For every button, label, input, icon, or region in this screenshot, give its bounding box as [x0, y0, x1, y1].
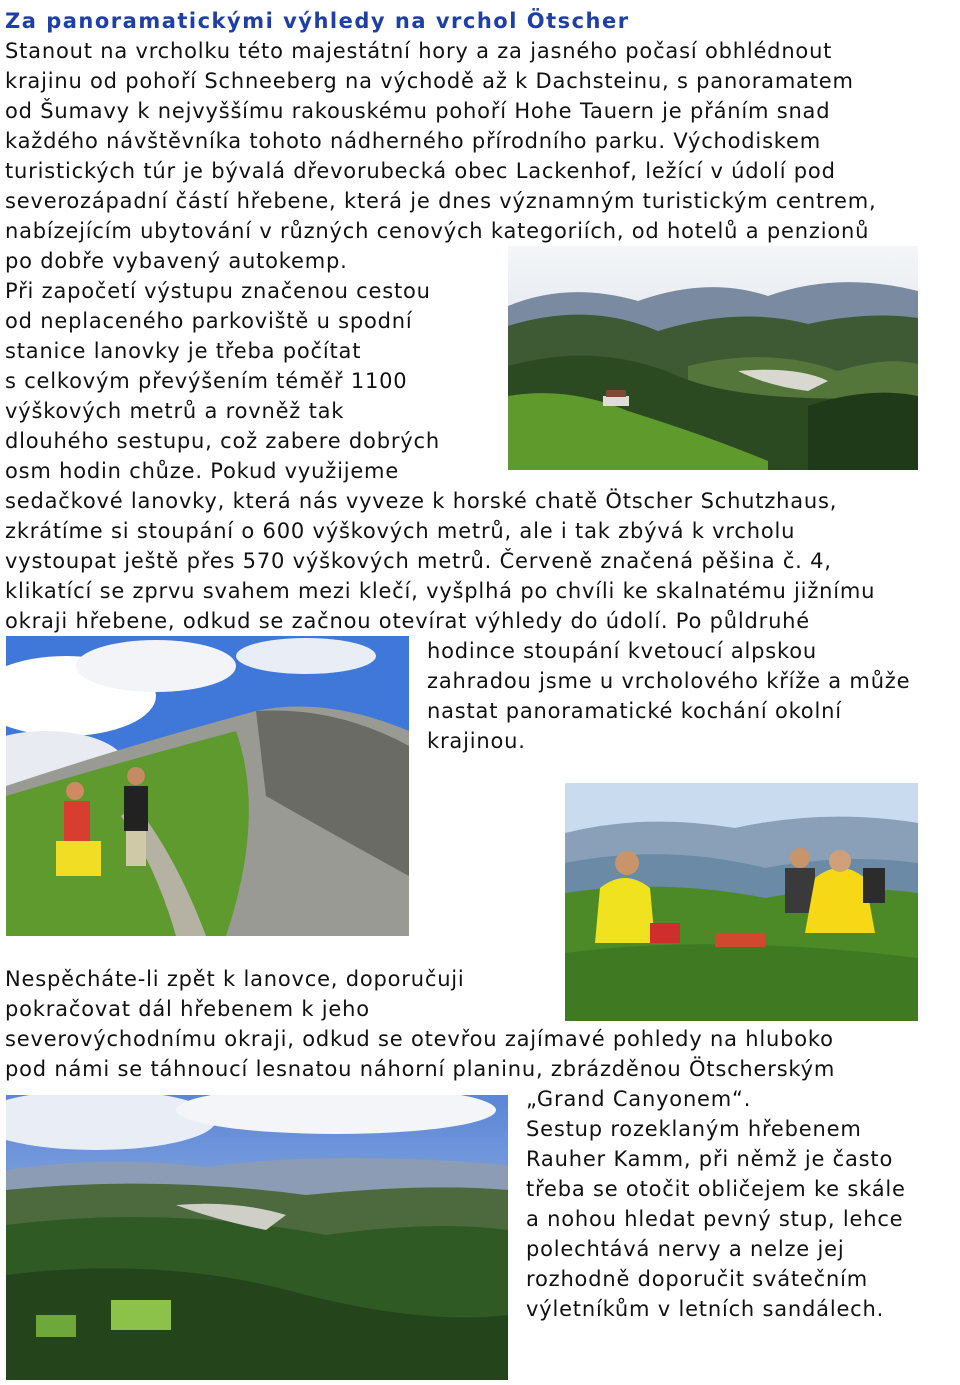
- text-line: třeba se otočit obličejem ke skále: [526, 1177, 906, 1201]
- text-line: Při započetí výstupu značenou cestou: [5, 279, 431, 303]
- text-line: nastat panoramatické kochání okolní: [427, 699, 842, 723]
- text-line: Nespěcháte-li zpět k lanovce, doporučuji: [5, 967, 465, 991]
- text-line: stanice lanovky je třeba počítat: [5, 339, 362, 363]
- text-line: dlouhého sestupu, což zabere dobrých: [5, 429, 440, 453]
- resting-hikers-photo: [565, 783, 918, 1021]
- text-line: okraji hřebene, odkud se začnou otevírat výhledy do údolí. Po půldruhé: [5, 609, 811, 633]
- text-line: severozápadní částí hřebene, která je dnes významným turistickým centrem,: [5, 189, 877, 213]
- ridge-hikers-photo: [6, 636, 409, 936]
- text-line: nabízejícím ubytování v různých cenových kategoriích, od hotelů a penzionů: [5, 219, 870, 243]
- text-line: osm hodin chůze. Pokud využijeme: [5, 459, 400, 483]
- text-line: a nohou hledat pevný stup, lehce: [526, 1207, 904, 1231]
- text-line: s celkovým převýšením téměř 1100: [5, 369, 408, 393]
- text-line: krajinou.: [427, 729, 526, 753]
- text-line: Stanout na vrcholku této majestátní hory a za jasného počasí obhlédnout: [5, 39, 833, 63]
- text-line: turistických túr je bývalá dřevorubecká obec Lackenhof, ležící v údolí pod: [5, 159, 836, 183]
- text-line: výškových metrů a rovněž tak: [5, 399, 345, 423]
- article-title: Za panoramatickými výhledy na vrchol Ötscher: [5, 9, 630, 33]
- forest-plateau-photo: [6, 1095, 508, 1380]
- text-line: od neplaceného parkoviště u spodní: [5, 309, 413, 333]
- text-line: každého návštěvníka tohoto nádherného přírodního parku. Východiskem: [5, 129, 821, 153]
- text-line: po dobře vybavený autokemp.: [5, 249, 348, 273]
- text-line: Rauher Kamm, při němž je často: [526, 1147, 894, 1171]
- text-line: rozhodně doporučit svátečním: [526, 1267, 868, 1291]
- text-line: „Grand Canyonem“.: [526, 1087, 752, 1111]
- text-line: severovýchodnímu okraji, odkud se otevřou zajímavé pohledy na hluboko: [5, 1027, 834, 1051]
- text-line: sedačkové lanovky, která nás vyveze k horské chatě Ötscher Schutzhaus,: [5, 489, 838, 513]
- text-line: polechtává nervy a nelze jej: [526, 1237, 845, 1261]
- valley-view-photo: [508, 246, 918, 470]
- text-line: od Šumavy k nejvyššímu rakouskému pohoří Hohe Tauern je přáním snad: [5, 99, 831, 123]
- text-line: hodince stoupání kvetoucí alpskou: [427, 639, 818, 663]
- text-line: zahradou jsme u vrcholového kříže a může: [427, 669, 911, 693]
- text-line: Sestup rozeklaným hřebenem: [526, 1117, 862, 1141]
- text-line: krajinu od pohoří Schneeberg na východě až k Dachsteinu, s panoramatem: [5, 69, 854, 93]
- text-line: pokračovat dál hřebenem k jeho: [5, 997, 370, 1021]
- text-line: výletníkům v letních sandálech.: [526, 1297, 885, 1321]
- text-line: pod námi se táhnoucí lesnatou náhorní planinu, zbrázděnou Ötscherským: [5, 1057, 836, 1081]
- text-line: vystoupat ještě přes 570 výškových metrů. Červeně značená pěšina č. 4,: [5, 549, 832, 573]
- text-line: klikatící se zprvu svahem mezi klečí, vyšplhá po chvíli ke skalnatému jižnímu: [5, 579, 876, 603]
- text-line: zkrátíme si stoupání o 600 výškových metrů, ale i tak zbývá k vrcholu: [5, 519, 796, 543]
